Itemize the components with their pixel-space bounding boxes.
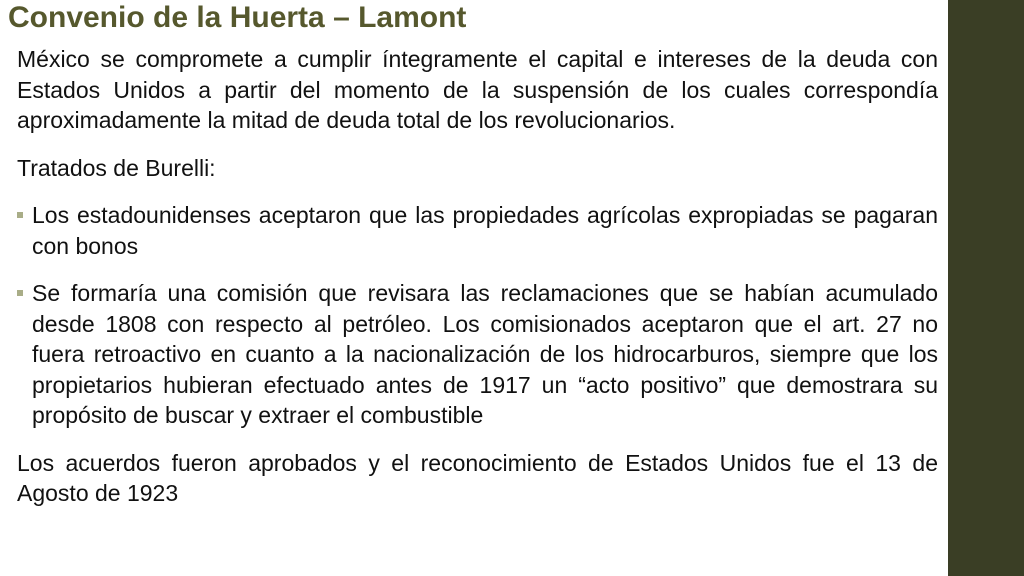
- square-bullet-icon: [17, 212, 23, 218]
- bullet-list: [17, 200, 938, 431]
- decorative-side-bar: [948, 0, 1024, 576]
- slide-body: [17, 44, 938, 509]
- bullet-item: [17, 278, 938, 431]
- square-bullet-icon: [17, 290, 23, 296]
- bullet-text: Se formaría una comisión que revisara las reclamaciones que se habían acumulado desde 1808 con respecto al petróleo. Los comisionados aceptaron que el art. 27 no fuera retroactivo en cuanto a la nacionalización de los hidrocarburos, siempre que los propietarios hubieran efectuado antes de 1917 un “acto positivo” que demostrara su propósito de buscar y extraer el combustible: [32, 280, 938, 428]
- bullet-text: Los estadounidenses aceptaron que las propiedades agrícolas expropiadas se pagaran con bonos: [32, 202, 938, 259]
- bullet-item: [17, 200, 938, 261]
- paragraph-conclusion: Los acuerdos fueron aprobados y el reconocimiento de Estados Unidos fue el 13 de Agosto de 1923: [17, 449, 938, 506]
- slide-title: Convenio de la Huerta – Lamont: [8, 1, 467, 34]
- paragraph-intro: México se compromete a cumplir íntegramente el capital e intereses de la deuda con Estados Unidos a partir del momento de la suspensión de los cuales correspondía aproximadamente la mitad de deuda total de los revolucionarios.: [17, 46, 938, 133]
- paragraph-treaties-heading: Tratados de Burelli:: [17, 154, 216, 181]
